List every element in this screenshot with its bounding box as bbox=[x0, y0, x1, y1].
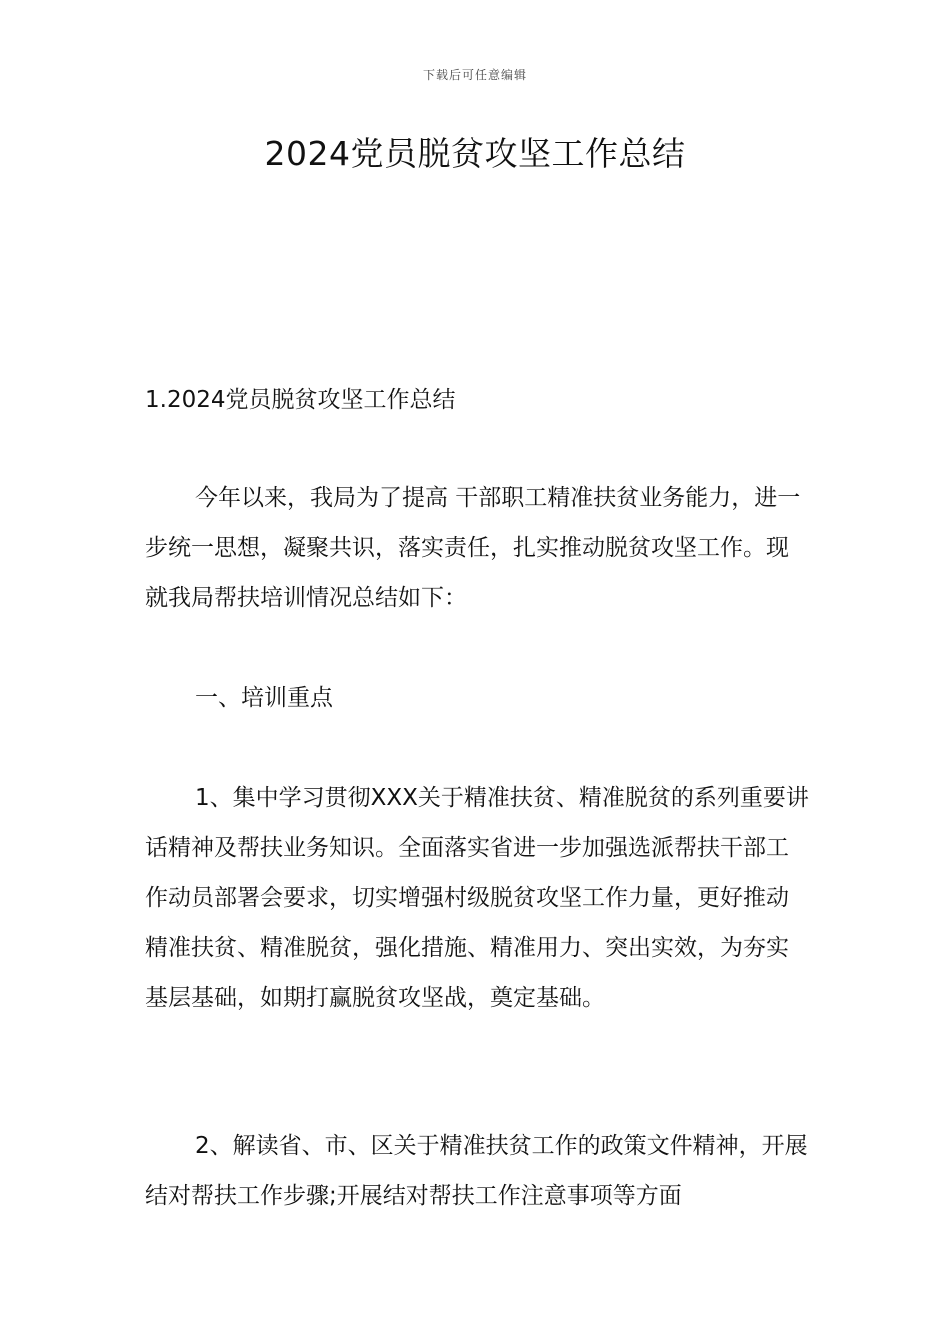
header-note: 下载后可任意编辑 bbox=[422, 68, 527, 82]
document-title: 2024党员脱贫攻坚工作总结 bbox=[264, 134, 686, 173]
section-subtitle: 1.2024党员脱贫攻坚工作总结 bbox=[145, 387, 456, 413]
paragraph-intro: 今年以来，我局为了提高 干部职工精准扶贫业务能力，进一步统一思想，凝聚共识，落实责任，扎实推动脱贫攻坚工作。现就我局帮扶培训情况总结如下： bbox=[145, 485, 801, 611]
heading-training-focus: 一、培训重点 bbox=[195, 685, 333, 711]
paragraph-item-1: 1、集中学习贯彻XXX关于精准扶贫、精准脱贫的系列重要讲话精神及帮扶业务知识。全面落实省进一步加强选派帮扶干部工作动员部署会要求，切实增强村级脱贫攻坚工作力量，更好推动精准扶贫、精准脱贫，强化措施、精准用力、突出实效，为夯实基层基础，如期打赢脱贫攻坚战，奠定基础。 bbox=[145, 785, 809, 1011]
paragraph-item-2: 2、解读省、市、区关于精准扶贫工作的政策文件精神，开展结对帮扶工作步骤;开展结对帮扶工作注意事项等方面 bbox=[145, 1133, 808, 1209]
